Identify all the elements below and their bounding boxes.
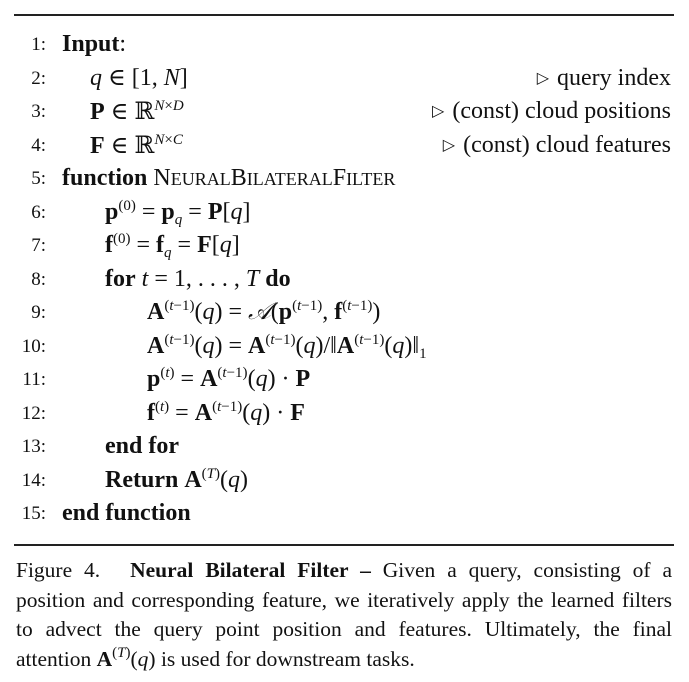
- function-name: NEURALBILATERALFILTER: [153, 165, 396, 191]
- math-expression: $A^{(T)}(q)$: [184, 465, 249, 493]
- caption-text-end: is used for downstream tasks.: [160, 646, 415, 671]
- line-number: 11:: [22, 369, 46, 390]
- math-expression: q ∈ [1, N]: [90, 64, 188, 91]
- algorithm-line-14: [0, 464, 689, 498]
- input-keyword: Input: [62, 31, 120, 57]
- math-expression: $f^{(t)} = A^{(t-1)}(q) \cdot F$: [147, 398, 305, 426]
- math-expression: $A^{(t-1)}(q)$ = $𝒜(p^{(t-1)}$, $f^{(t-1)}$): [147, 298, 381, 325]
- algorithm-line-13: [0, 430, 689, 464]
- algorithm-line-6: [0, 196, 689, 230]
- line-number: 10:: [21, 335, 46, 357]
- comment-triangle-icon: ▷: [536, 69, 550, 87]
- comment-triangle-icon: ▷: [442, 136, 456, 154]
- algorithm-line-2: [0, 62, 689, 96]
- math-expression: $A^{(t-1)}(q)$ = $A^{(t-1)}(q)/‖A^{(t-1)}(q)‖_1$: [147, 331, 427, 362]
- math-expression: F ∈ ℝ$^{N\times C}$: [90, 130, 183, 159]
- comment: ▷ (const) cloud features: [442, 131, 671, 158]
- line-number: 14:: [21, 469, 46, 491]
- line-number: 12:: [21, 402, 46, 424]
- function-keyword: function: [62, 165, 148, 191]
- figure-caption: [16, 556, 672, 674]
- algorithm-line-12: [0, 397, 689, 431]
- end-for-keyword: end for: [105, 433, 179, 459]
- math-expression: P ∈ ℝ$^{N\times D}$: [90, 97, 184, 125]
- algorithm-line-3: [0, 95, 689, 129]
- figure-label: Figure 4.: [16, 558, 101, 582]
- line-number: 15:: [21, 503, 46, 524]
- bottom-rule: [14, 544, 674, 546]
- line-number: 13:: [21, 436, 46, 457]
- line-number: 4:: [31, 134, 46, 156]
- caption-text: Given a query, consisting of a position and corresponding feature, we iteratively apply the learned filters to advect the query point position and features. Ultimately, the final attention: [16, 558, 673, 671]
- for-keyword: for: [105, 265, 136, 292]
- math-expression: t = 1, . . . , T: [141, 265, 260, 292]
- do-keyword: do: [265, 265, 291, 292]
- comment: ▷ (const) cloud positions: [432, 98, 671, 124]
- caption-title: Neural Bilateral Filter –: [130, 558, 371, 582]
- algorithm-line-15: [0, 497, 689, 531]
- line-number: 8:: [31, 268, 46, 290]
- line-number: 2:: [31, 67, 46, 89]
- line-number: 5:: [31, 168, 46, 189]
- algorithm-line-4: [0, 129, 689, 163]
- algorithm-line-9: [0, 296, 689, 330]
- comment: ▷ query index: [536, 64, 671, 91]
- line-number: 7:: [31, 235, 46, 256]
- line-number: 1:: [31, 34, 46, 55]
- math-expression: $p^{(t)} = A^{(t-1)}(q) \cdot P$: [147, 365, 311, 392]
- line-number: 6:: [31, 201, 46, 223]
- algorithm-block: [0, 28, 689, 531]
- algorithm-line-7: [0, 229, 689, 263]
- end-function-keyword: end function: [62, 500, 191, 526]
- math-expression: $f^{(0)} = f_q = F[q]$: [105, 231, 240, 261]
- algorithm-line-11: [0, 363, 689, 397]
- algorithm-line-1: 1: Input:: [0, 28, 689, 62]
- algorithm-line-5: [0, 162, 689, 196]
- line-number: 9:: [31, 302, 46, 323]
- math-expression: $p^{(0)} = p_q = P[q]$: [105, 197, 251, 228]
- return-keyword: Return: [105, 466, 179, 493]
- line-number: 3:: [31, 101, 46, 122]
- comment-triangle-icon: ▷: [432, 103, 445, 120]
- top-rule: [14, 14, 674, 16]
- math-expression: $A^{(T)}(q)$: [96, 644, 156, 671]
- algorithm-line-8: [0, 263, 689, 297]
- algorithm-line-10: [0, 330, 689, 364]
